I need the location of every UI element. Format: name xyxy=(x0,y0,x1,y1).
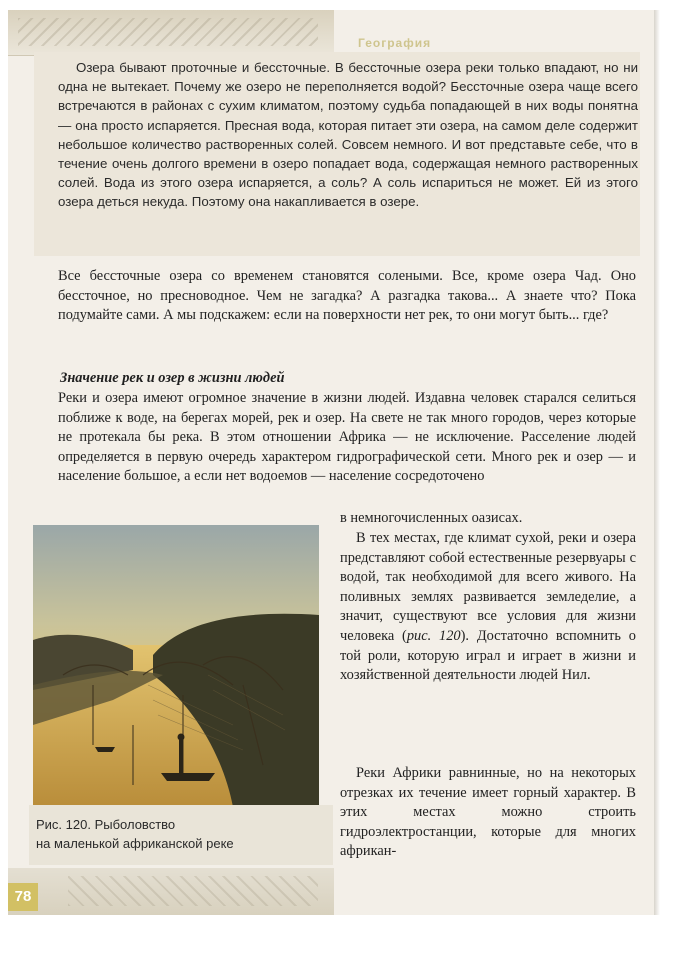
paragraph-4: Реки Африки равнинные, но на некоторых отрезках их течение имеет горный характер. В этих местах можно строить гидроэлектростанции, которые для многих африкан- xyxy=(340,765,636,860)
paragraph-3-text-a: В тех местах, где климат сухой, реки и озера представляют собой естественные резервуары с водой, так необходимой для всего живого. На поливных землях развивается земледелие, а значит, существуют все условия для жизни человека ( xyxy=(340,530,636,644)
paragraph-1: Все бессточные озера со временем становятся солеными. Все, кроме озера Чад. Оно бессточное, но пресноводное. Чем не загадка? А разгадка такова... А знаете что? Пока подумайте сами. А мы подскажем: если на поверхности нет рек, то они могут быть... где? xyxy=(58,268,636,324)
page-number: 78 xyxy=(8,883,38,911)
paragraph-3 xyxy=(340,529,636,686)
header-ornament xyxy=(8,10,334,56)
paragraph-2 xyxy=(58,389,636,487)
caption-line-1: Рис. 120. Рыболовство xyxy=(36,817,176,832)
running-head: География xyxy=(358,36,432,50)
figure-reference: рис. 120 xyxy=(406,627,461,644)
caption-line-2: на маленькой африканской реке xyxy=(36,836,234,851)
paragraph-3-text-b: ). Достаточно вспомнить о той роли, которую играл и играет в жизни и хозяйственной деятельности людей Нил. xyxy=(340,627,636,684)
section-heading: Значение рек и озер в жизни людей xyxy=(60,370,285,386)
figure-caption xyxy=(36,815,326,853)
photo-illustration xyxy=(33,525,319,807)
info-box-text: Озера бывают проточные и бессточные. В бессточные озера реки только впадают, но ни одна не вытекает. Почему же озеро не переполняется водой? Бессточные озера чаще всего встречаются в районах с сухим климатом, поэтому судьба попадающей в них воды понятна — она просто испаряется. Пресная вода, которая питает эти озера, на самом деле содержит небольшое количество растворенных солей. Совсем немного. И вот представьте себе, что в течение очень долгого времени в озеро попадает вода, содержащая немного растворенных солей. Вода из этого озера испаряется, а соль? А соль испариться не может. Ей из этого озера деться некуда. Поэтому она накапливается в озере. xyxy=(58,60,638,210)
footer-ornament xyxy=(8,868,334,915)
river-fishing-photo xyxy=(33,525,319,807)
page-edge-shadow xyxy=(654,10,660,915)
paragraph-2-tail: в немногочисленных оазисах. xyxy=(340,510,523,526)
paragraph-2-text: Реки и озера имеют огромное значение в жизни людей. Издавна человек старался селиться поближе к воде, на берегах морей, рек и озер. На свете не так много городов, через которые не протекала бы река. В этом отношении Африка — не исключение. Расселение людей определяется в первую очередь характером гидрографической сети. Много рек и озер — и население большое, а если нет водоемов — население сосредоточено xyxy=(58,390,636,485)
